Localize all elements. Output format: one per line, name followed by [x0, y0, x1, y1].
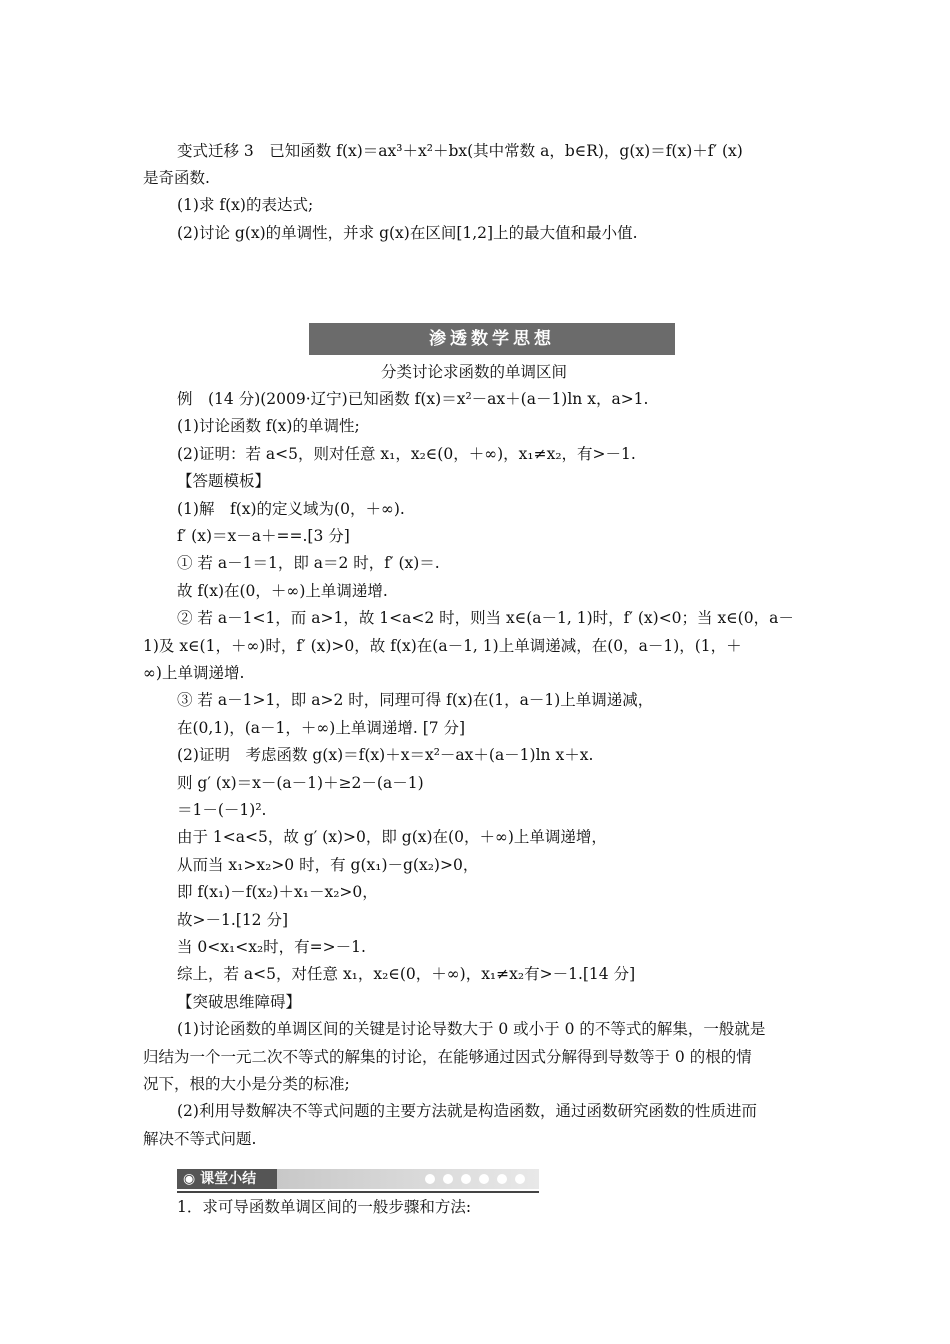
example-line: ＝1－(－1)².: [177, 801, 267, 819]
example-line: (1)讨论函数的单调区间的关键是讨论导数大于 0 或小于 0 的不等式的解集，一般就是: [177, 1020, 766, 1038]
summary-label: ◉ 课堂小结: [177, 1169, 277, 1189]
example-line: ② 若 a－1<1，而 a>1，故 1<a<2 时，则当 x∈(a－1, 1)时，f′ (x)<0；当 x∈(0，a－: [177, 609, 794, 627]
example-line: (2)证明 考虑函数 g(x)＝f(x)＋x＝x²－ax＋(a－1)ln x＋x.: [177, 746, 594, 764]
exercise-line: (1)求 f(x)的表达式;: [177, 196, 314, 214]
example-line: 则 g′ (x)＝x－(a－1)＋≥2－(a－1): [177, 774, 424, 792]
example-line: 况下，根的大小是分类的标准;: [143, 1075, 350, 1093]
example-line: 故>－1.[12 分]: [177, 911, 289, 929]
example-line: 解决不等式问题.: [143, 1130, 257, 1148]
example-line: f′ (x)＝x－a＋==.[3 分]: [177, 527, 350, 545]
example-line: 例 (14 分)(2009·辽宁)已知函数 f(x)＝x²－ax＋(a－1)ln x，a>1.: [177, 390, 649, 408]
example-line: 由于 1<a<5，故 g′ (x)>0，即 g(x)在(0，＋∞)上单调递增，: [177, 828, 607, 846]
example-line: (1)解 f(x)的定义域为(0，＋∞).: [177, 500, 405, 518]
example-line: ① 若 a－1＝1，即 a＝2 时，f′ (x)＝.: [177, 554, 440, 572]
exercise-line: 变式迁移 3 已知函数 f(x)＝ax³＋x²＋bx(其中常数 a，b∈R)，g(x)＝f(x)＋f′ (x): [177, 142, 743, 160]
example-line: 归结为一个一元二次不等式的解集的讨论，在能够通过因式分解得到导数等于 0 的根的情: [143, 1048, 752, 1066]
summary-header: [177, 1167, 539, 1193]
example-line: 在(0,1)，(a－1，＋∞)上单调递增. [7 分]: [177, 719, 466, 737]
example-line: 【答题模板】: [177, 472, 271, 490]
example-line: (2)利用导数解决不等式问题的主要方法就是构造函数，通过函数研究函数的性质进而: [177, 1102, 757, 1120]
example-line: ∞)上单调递增.: [143, 664, 245, 682]
summary-first-line: 1．求可导函数单调区间的一般步骤和方法:: [177, 1198, 472, 1216]
summary-bar: [277, 1169, 539, 1189]
example-line: 从而当 x₁>x₂>0 时，有 g(x₁)－g(x₂)>0，: [177, 856, 479, 874]
section-subtitle: 分类讨论求函数的单调区间: [380, 363, 567, 381]
example-line: ③ 若 a－1>1，即 a>2 时，同理可得 f(x)在(1，a－1)上单调递减，: [177, 691, 654, 709]
example-line: 综上，若 a<5，对任意 x₁，x₂∈(0，＋∞)，x₁≠x₂有>－1.[14 分]: [177, 965, 636, 983]
example-line: 1)及 x∈(1，＋∞)时，f′ (x)>0，故 f(x)在(a－1, 1)上单调递减，在(0，a－1)，(1，＋: [143, 637, 742, 655]
example-line: (1)讨论函数 f(x)的单调性;: [177, 417, 360, 435]
example-line: 故 f(x)在(0，＋∞)上单调递增.: [177, 582, 388, 600]
section-banner: 渗透数学思想: [309, 323, 675, 355]
example-line: 当 0<x₁<x₂时，有=>－1.: [177, 938, 366, 956]
exercise-line: 是奇函数.: [143, 169, 210, 187]
example-line: (2)证明：若 a<5，则对任意 x₁，x₂∈(0，＋∞)，x₁≠x₂，有>－1.: [177, 445, 636, 463]
example-line: 即 f(x₁)－f(x₂)＋x₁－x₂>0，: [177, 883, 378, 901]
decorative-dots: [425, 1174, 525, 1184]
example-line: 【突破思维障碍】: [177, 993, 302, 1011]
exercise-line: (2)讨论 g(x)的单调性，并求 g(x)在区间[1,2]上的最大值和最小值.: [177, 224, 638, 242]
